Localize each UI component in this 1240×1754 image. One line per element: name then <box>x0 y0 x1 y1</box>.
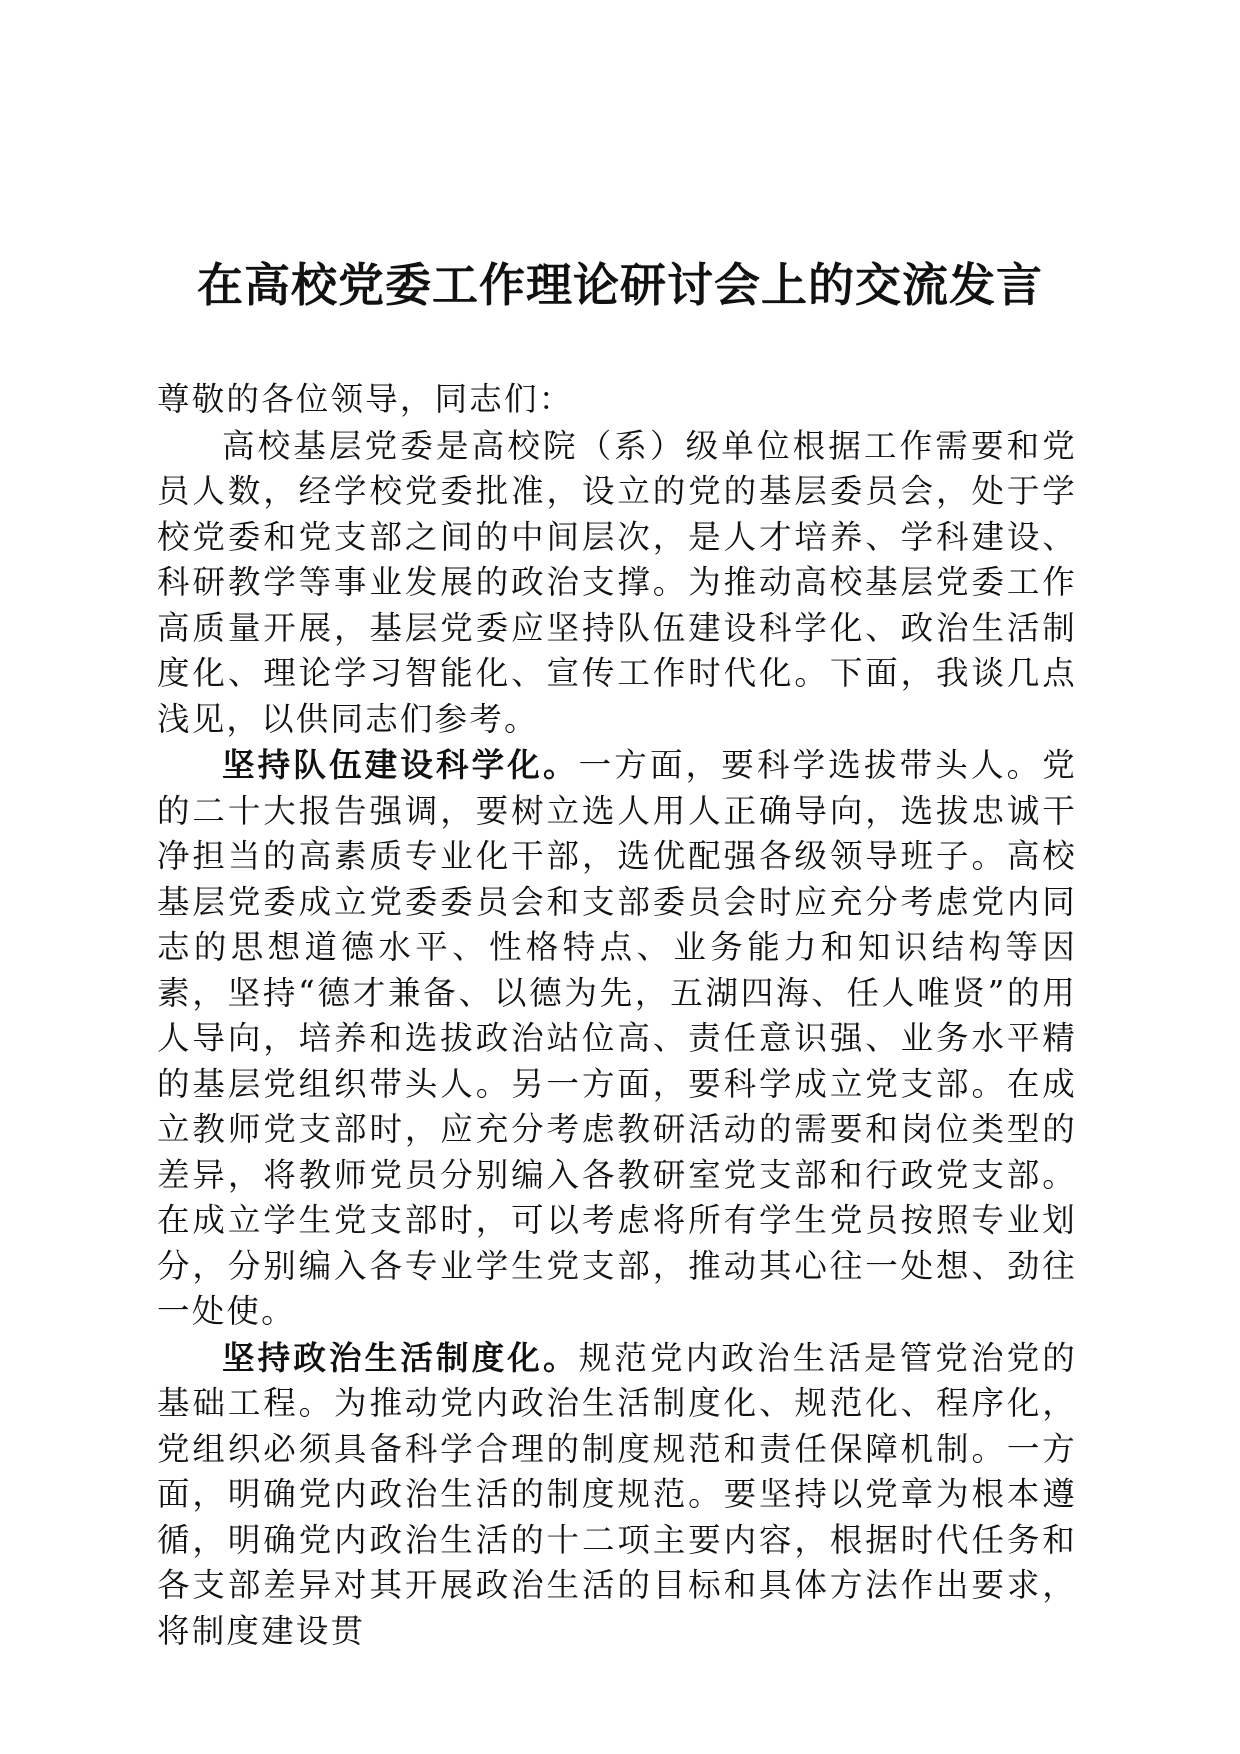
paragraph-text: 高校基层党委是高校院（系）级单位根据工作需要和党员人数，经学校党委批准，设立的党的基层委员会，处于学校党委和党支部之间的中间层次，是人才培养、学科建设、科研教学等事业发展的政治支撑。为推动高校基层党委工作高质量开展，基层党委应坚持队伍建设科学化、政治生活制度化、理论学习智能化、宣传工作时代化。下面，我谈几点浅见，以供同志们参考。 <box>157 426 1077 738</box>
document-title: 在高校党委工作理论研讨会上的交流发言 <box>197 258 1043 312</box>
paragraph-text: 一方面，要科学选拔带头人。党的二十大报告强调，要树立选人用人正确导向，选拔忠诚干净担当的高素质专业化干部，选优配强各级领导班子。高校基层党委成立党委委员会和支部委员会时应充分考虑党内同志的思想道德水平、性格特点、业务能力和知识结构等因素，坚持“德才兼备、以德为先，五湖四海、任人唯贤”的用人导向，培养和选拔政治站位高、责任意识强、业务水平精的基层党组织带头人。另一方面，要科学成立党支部。在成立教师党支部时，应充分考虑教研活动的需要和岗位类型的差异，将教师党员分别编入各教研室党支部和行政党支部。在成立学生党支部时，可以考虑将所有学生党员按照专业划分，分别编入各专业学生党支部，推动其心往一处想、劲往一处使。 <box>157 746 1077 1330</box>
paragraph-text: 规范党内政治生活是管党治党的基础工程。为推动党内政治生活制度化、规范化、程序化，党组织必须具备科学合理的制度规范和责任保障机制。一方面，明确党内政治生活的制度规范。要坚持以党章为根本遵循，明确党内政治生活的十二项主要内容，根据时代任务和各支部差异对其开展政治生活的目标和具体方法作出要求，将制度建设贯 <box>157 1338 1077 1650</box>
paragraph-intro <box>157 423 1077 743</box>
paragraph-team-building <box>157 742 1077 1335</box>
paragraph-political-life <box>157 1335 1077 1655</box>
paragraph-lead: 坚持队伍建设科学化。 <box>222 745 579 784</box>
document-body <box>157 377 1077 1654</box>
salutation: 尊敬的各位领导，同志们： <box>157 380 574 418</box>
paragraph-lead: 坚持政治生活制度化。 <box>222 1337 579 1377</box>
